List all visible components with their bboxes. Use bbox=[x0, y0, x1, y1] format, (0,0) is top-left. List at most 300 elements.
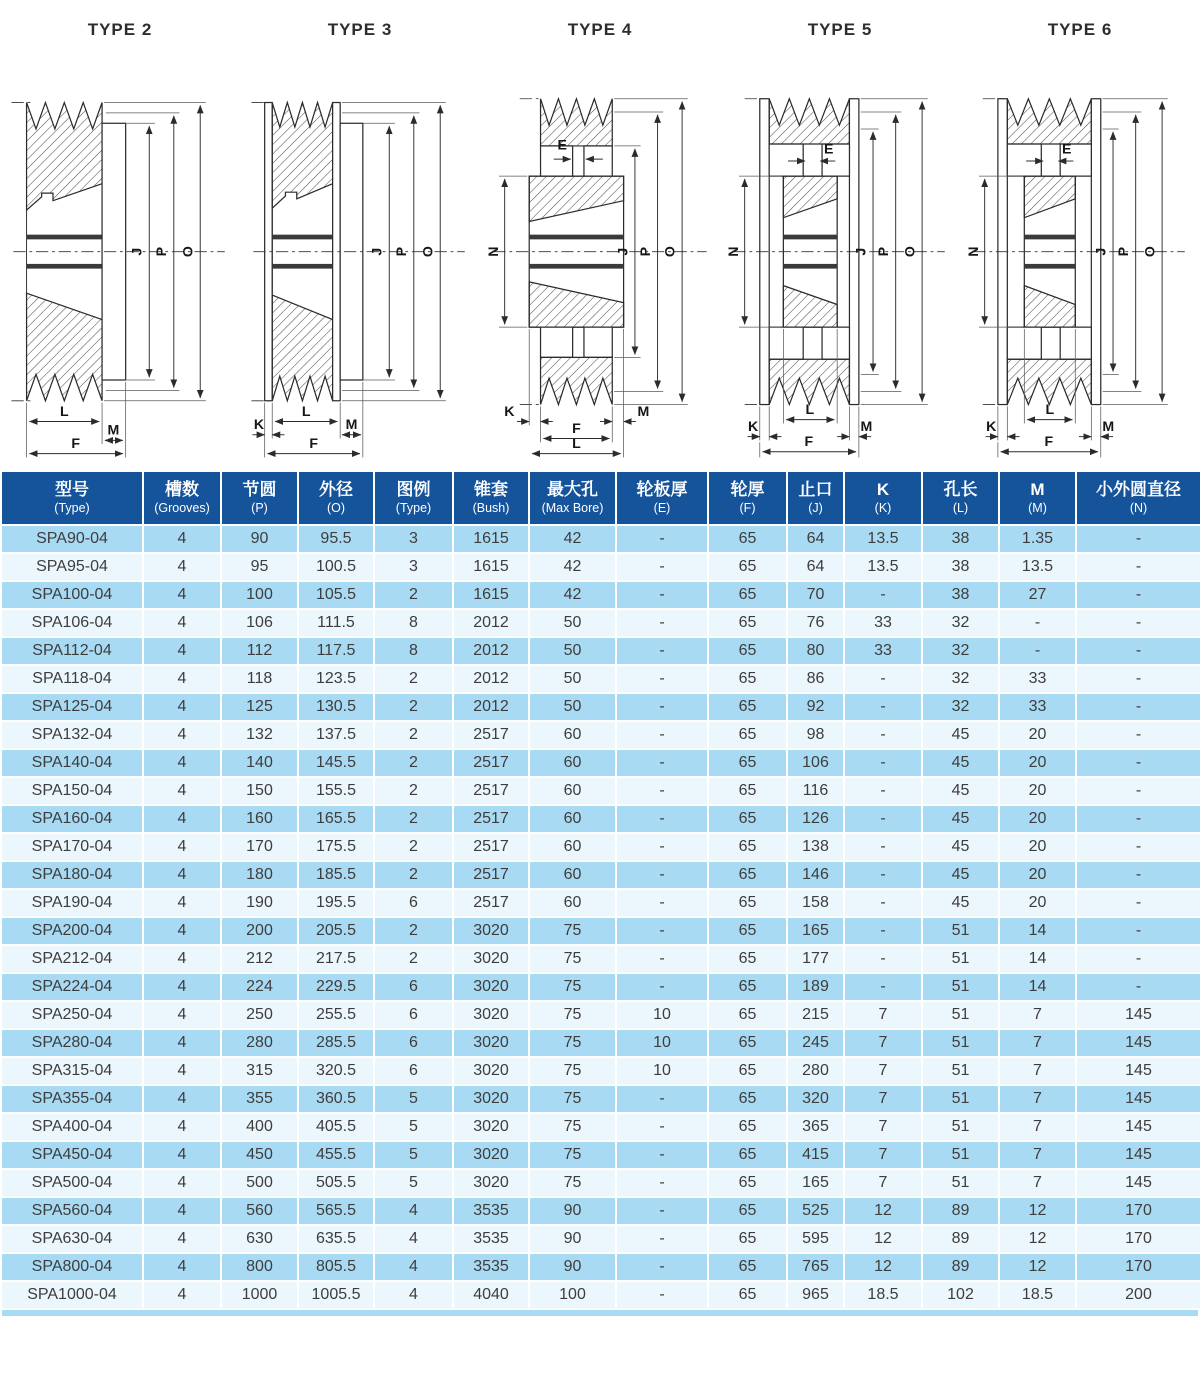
table-cell: 189 bbox=[787, 973, 844, 1001]
dim-label-p: P bbox=[1115, 246, 1132, 257]
table-cell: 4 bbox=[143, 917, 221, 945]
table-cell: - bbox=[1076, 721, 1200, 749]
table-cell: 65 bbox=[708, 1197, 787, 1225]
table-cell: 4 bbox=[143, 833, 221, 861]
table-cell: 42 bbox=[529, 581, 616, 609]
table-cell: 3535 bbox=[453, 1225, 529, 1253]
table-cell: 65 bbox=[708, 805, 787, 833]
table-cell: 89 bbox=[922, 1225, 999, 1253]
table-cell: - bbox=[616, 917, 708, 945]
table-cell: 65 bbox=[708, 889, 787, 917]
table-cell: SPA450-04 bbox=[1, 1141, 143, 1169]
dim-label-m: M bbox=[107, 421, 120, 438]
table-cell: 150 bbox=[221, 777, 298, 805]
table-cell: 4 bbox=[143, 1197, 221, 1225]
table-cell: 2 bbox=[374, 945, 453, 973]
table-cell: - bbox=[844, 861, 922, 889]
table-cell: SPA630-04 bbox=[1, 1225, 143, 1253]
table-cell: 90 bbox=[529, 1225, 616, 1253]
drawings-strip bbox=[0, 0, 1200, 468]
dim-label-o: O bbox=[1141, 246, 1158, 258]
table-row bbox=[1, 945, 1200, 973]
table-cell: 51 bbox=[922, 945, 999, 973]
table-row bbox=[1, 1225, 1200, 1253]
table-header-row bbox=[1, 471, 1200, 525]
table-cell: - bbox=[616, 665, 708, 693]
table-cell: 145 bbox=[1076, 1113, 1200, 1141]
table-row bbox=[1, 1141, 1200, 1169]
table-cell: 224 bbox=[221, 973, 298, 1001]
table-cell: 12 bbox=[999, 1253, 1076, 1281]
table-cell: - bbox=[844, 917, 922, 945]
table-cell: 92 bbox=[787, 693, 844, 721]
table-cell: 2012 bbox=[453, 637, 529, 665]
table-cell: 51 bbox=[922, 1169, 999, 1197]
dim-label-n: N bbox=[725, 246, 742, 257]
column-header: 外径 (O) bbox=[298, 471, 374, 525]
drawing-type2 bbox=[0, 12, 240, 468]
table-cell: 2 bbox=[374, 917, 453, 945]
table-cell: 14 bbox=[999, 917, 1076, 945]
dim-label-e: E bbox=[1062, 140, 1072, 157]
table-row bbox=[1, 1085, 1200, 1113]
table-cell: 195.5 bbox=[298, 889, 374, 917]
table-cell: 125 bbox=[221, 693, 298, 721]
drawing-title: TYPE 2 bbox=[87, 20, 153, 39]
table-cell: - bbox=[616, 1113, 708, 1141]
dim-label-j: J bbox=[614, 247, 631, 256]
column-header: K (K) bbox=[844, 471, 922, 525]
table-cell: 190 bbox=[221, 889, 298, 917]
table-cell: 3020 bbox=[453, 1029, 529, 1057]
table-cell: 4 bbox=[143, 525, 221, 553]
table-cell: 4 bbox=[143, 721, 221, 749]
table-cell: 1005.5 bbox=[298, 1281, 374, 1309]
drawing-title: TYPE 4 bbox=[567, 20, 633, 39]
dim-label-f: F bbox=[1044, 433, 1054, 450]
table-cell: SPA180-04 bbox=[1, 861, 143, 889]
table-cell: - bbox=[616, 721, 708, 749]
table-cell: 4 bbox=[143, 609, 221, 637]
table-cell: 155.5 bbox=[298, 777, 374, 805]
table-cell: 65 bbox=[708, 1281, 787, 1309]
table-body bbox=[1, 525, 1200, 1309]
column-header: 轮板厚 (E) bbox=[616, 471, 708, 525]
table-cell: - bbox=[616, 553, 708, 581]
table-cell: 6 bbox=[374, 1057, 453, 1085]
table-cell: 200 bbox=[1076, 1281, 1200, 1309]
table-cell: - bbox=[616, 749, 708, 777]
table-cell: 145 bbox=[1076, 1001, 1200, 1029]
table-cell: 12 bbox=[844, 1253, 922, 1281]
spec-table bbox=[0, 470, 1200, 1310]
table-cell: 20 bbox=[999, 749, 1076, 777]
table-cell: 60 bbox=[529, 889, 616, 917]
column-header: 孔长 (L) bbox=[922, 471, 999, 525]
table-cell: SPA250-04 bbox=[1, 1001, 143, 1029]
table-cell: 32 bbox=[922, 665, 999, 693]
table-cell: 45 bbox=[922, 889, 999, 917]
table-cell: 320.5 bbox=[298, 1057, 374, 1085]
table-cell: 50 bbox=[529, 693, 616, 721]
table-cell: 4 bbox=[143, 665, 221, 693]
table-cell: 50 bbox=[529, 637, 616, 665]
dim-label-f: F bbox=[804, 433, 814, 450]
table-cell: - bbox=[844, 945, 922, 973]
dim-label-k: K bbox=[748, 417, 759, 434]
table-cell: 315 bbox=[221, 1057, 298, 1085]
table-cell: - bbox=[999, 637, 1076, 665]
table-cell: 8 bbox=[374, 637, 453, 665]
table-cell: 60 bbox=[529, 777, 616, 805]
table-cell: 2 bbox=[374, 721, 453, 749]
table-cell: 65 bbox=[708, 1253, 787, 1281]
table-cell: 75 bbox=[529, 1169, 616, 1197]
dim-label-n: N bbox=[485, 246, 502, 257]
table-cell: - bbox=[844, 973, 922, 1001]
table-row bbox=[1, 1253, 1200, 1281]
table-cell: 6 bbox=[374, 1029, 453, 1057]
table-cell: 13.5 bbox=[844, 553, 922, 581]
column-header: 槽数 (Grooves) bbox=[143, 471, 221, 525]
table-cell: 14 bbox=[999, 973, 1076, 1001]
table-cell: 3020 bbox=[453, 1113, 529, 1141]
table-cell: SPA140-04 bbox=[1, 749, 143, 777]
table-cell: 38 bbox=[922, 525, 999, 553]
dim-label-l: L bbox=[805, 400, 815, 417]
type5-pulley-diagram bbox=[725, 44, 955, 464]
dim-label-j: J bbox=[852, 247, 869, 256]
table-row bbox=[1, 693, 1200, 721]
table-cell: 145 bbox=[1076, 1029, 1200, 1057]
table-row bbox=[1, 1057, 1200, 1085]
table-cell: SPA560-04 bbox=[1, 1197, 143, 1225]
dim-label-n: N bbox=[965, 246, 982, 257]
table-cell: SPA280-04 bbox=[1, 1029, 143, 1057]
table-cell: 65 bbox=[708, 553, 787, 581]
table-cell: 4 bbox=[143, 1057, 221, 1085]
table-cell: 4 bbox=[374, 1225, 453, 1253]
table-row bbox=[1, 1197, 1200, 1225]
table-cell: 250 bbox=[221, 1001, 298, 1029]
table-cell: SPA95-04 bbox=[1, 553, 143, 581]
table-cell: 130.5 bbox=[298, 693, 374, 721]
table-cell: 50 bbox=[529, 665, 616, 693]
table-cell: SPA132-04 bbox=[1, 721, 143, 749]
table-cell: SPA200-04 bbox=[1, 917, 143, 945]
table-cell: 65 bbox=[708, 917, 787, 945]
table-cell: 3535 bbox=[453, 1253, 529, 1281]
table-cell: 4 bbox=[143, 889, 221, 917]
table-cell: 4 bbox=[143, 805, 221, 833]
column-header: 小外圆直径 (N) bbox=[1076, 471, 1200, 525]
table-cell: 4 bbox=[143, 1141, 221, 1169]
table-cell: 145.5 bbox=[298, 749, 374, 777]
table-cell: 3020 bbox=[453, 1141, 529, 1169]
drawing-title: TYPE 5 bbox=[807, 20, 873, 39]
type3-pulley-diagram bbox=[245, 44, 475, 464]
dim-label-o: O bbox=[419, 246, 436, 258]
table-cell: 6 bbox=[374, 1001, 453, 1029]
table-cell: - bbox=[616, 973, 708, 1001]
table-cell: 18.5 bbox=[844, 1281, 922, 1309]
table-cell: 2 bbox=[374, 581, 453, 609]
table-cell: 3 bbox=[374, 553, 453, 581]
dim-label-f: F bbox=[71, 434, 80, 451]
dim-label-j: J bbox=[1092, 247, 1109, 256]
table-cell: 65 bbox=[708, 1085, 787, 1113]
table-cell: 7 bbox=[999, 1141, 1076, 1169]
dim-label-e: E bbox=[823, 140, 834, 157]
table-cell: 4 bbox=[374, 1281, 453, 1309]
table-cell: 6 bbox=[374, 973, 453, 1001]
table-cell: 18.5 bbox=[999, 1281, 1076, 1309]
table-cell: 5 bbox=[374, 1085, 453, 1113]
table-cell: 2 bbox=[374, 861, 453, 889]
table-cell: 145 bbox=[1076, 1085, 1200, 1113]
drawing-type4 bbox=[480, 12, 720, 468]
table-row bbox=[1, 777, 1200, 805]
table-cell: 75 bbox=[529, 1057, 616, 1085]
drawing-type5 bbox=[720, 12, 960, 468]
table-cell: 2 bbox=[374, 777, 453, 805]
table-cell: 65 bbox=[708, 637, 787, 665]
table-cell: - bbox=[1076, 805, 1200, 833]
table-cell: 4 bbox=[143, 861, 221, 889]
table-cell: 1615 bbox=[453, 581, 529, 609]
table-cell: SPA190-04 bbox=[1, 889, 143, 917]
table-cell: 5 bbox=[374, 1113, 453, 1141]
table-cell: 51 bbox=[922, 917, 999, 945]
table-cell: 500 bbox=[221, 1169, 298, 1197]
table-cell: 65 bbox=[708, 1113, 787, 1141]
table-row bbox=[1, 525, 1200, 553]
table-cell: 280 bbox=[221, 1029, 298, 1057]
table-cell: 45 bbox=[922, 833, 999, 861]
table-cell: 100.5 bbox=[298, 553, 374, 581]
table-cell: 7 bbox=[844, 1141, 922, 1169]
table-cell: 2517 bbox=[453, 861, 529, 889]
table-cell: 4 bbox=[143, 777, 221, 805]
table-cell: 185.5 bbox=[298, 861, 374, 889]
table-cell: 255.5 bbox=[298, 1001, 374, 1029]
table-cell: 75 bbox=[529, 1113, 616, 1141]
table-cell: 51 bbox=[922, 1001, 999, 1029]
table-cell: 2517 bbox=[453, 777, 529, 805]
table-cell: 95.5 bbox=[298, 525, 374, 553]
table-cell: 320 bbox=[787, 1085, 844, 1113]
table-cell: 76 bbox=[787, 609, 844, 637]
table-cell: - bbox=[1076, 609, 1200, 637]
table-cell: 20 bbox=[999, 833, 1076, 861]
table-cell: 4 bbox=[143, 1253, 221, 1281]
table-cell: - bbox=[616, 637, 708, 665]
table-cell: - bbox=[1076, 637, 1200, 665]
table-cell: 3 bbox=[374, 525, 453, 553]
table-cell: 12 bbox=[844, 1225, 922, 1253]
table-cell: 170 bbox=[221, 833, 298, 861]
table-cell: 90 bbox=[221, 525, 298, 553]
table-cell: - bbox=[616, 1225, 708, 1253]
table-cell: SPA355-04 bbox=[1, 1085, 143, 1113]
table-cell: - bbox=[1076, 889, 1200, 917]
table-row bbox=[1, 749, 1200, 777]
table-cell: 4 bbox=[143, 693, 221, 721]
table-cell: 65 bbox=[708, 945, 787, 973]
table-cell: 4 bbox=[143, 1169, 221, 1197]
table-cell: 65 bbox=[708, 665, 787, 693]
table-cell: - bbox=[616, 945, 708, 973]
table-cell: 1615 bbox=[453, 525, 529, 553]
table-cell: - bbox=[616, 1281, 708, 1309]
table-cell: 7 bbox=[999, 1169, 1076, 1197]
table-cell: - bbox=[1076, 945, 1200, 973]
table-cell: SPA315-04 bbox=[1, 1057, 143, 1085]
column-header: 止口 (J) bbox=[787, 471, 844, 525]
table-cell: 180 bbox=[221, 861, 298, 889]
table-cell: 102 bbox=[922, 1281, 999, 1309]
table-cell: 42 bbox=[529, 525, 616, 553]
table-cell: 38 bbox=[922, 553, 999, 581]
table-row bbox=[1, 553, 1200, 581]
table-cell: 205.5 bbox=[298, 917, 374, 945]
table-cell: SPA212-04 bbox=[1, 945, 143, 973]
table-cell: 60 bbox=[529, 721, 616, 749]
dim-label-k: K bbox=[986, 417, 997, 434]
table-cell: 10 bbox=[616, 1001, 708, 1029]
table-cell: - bbox=[1076, 749, 1200, 777]
column-header: 节圆 (P) bbox=[221, 471, 298, 525]
table-cell: 33 bbox=[999, 665, 1076, 693]
type6-pulley-diagram bbox=[965, 44, 1195, 464]
table-cell: 455.5 bbox=[298, 1141, 374, 1169]
table-cell: 2012 bbox=[453, 609, 529, 637]
table-cell: 89 bbox=[922, 1253, 999, 1281]
table-row bbox=[1, 917, 1200, 945]
table-cell: 12 bbox=[999, 1197, 1076, 1225]
table-row bbox=[1, 973, 1200, 1001]
table-cell: 50 bbox=[529, 609, 616, 637]
table-cell: 51 bbox=[922, 1141, 999, 1169]
table-cell: 170 bbox=[1076, 1197, 1200, 1225]
dim-label-m: M bbox=[860, 417, 873, 434]
table-cell: 2012 bbox=[453, 665, 529, 693]
table-cell: 20 bbox=[999, 889, 1076, 917]
table-cell: - bbox=[844, 833, 922, 861]
table-cell: 116 bbox=[787, 777, 844, 805]
table-cell: - bbox=[616, 581, 708, 609]
table-cell: 65 bbox=[708, 1141, 787, 1169]
table-cell: 2012 bbox=[453, 693, 529, 721]
table-cell: 7 bbox=[844, 1057, 922, 1085]
table-cell: SPA1000-04 bbox=[1, 1281, 143, 1309]
table-cell: SPA106-04 bbox=[1, 609, 143, 637]
table-cell: 7 bbox=[844, 1113, 922, 1141]
table-row bbox=[1, 721, 1200, 749]
table-row bbox=[1, 581, 1200, 609]
table-cell: 65 bbox=[708, 777, 787, 805]
dim-label-m: M bbox=[1102, 417, 1115, 434]
table-cell: 200 bbox=[221, 917, 298, 945]
table-cell: 86 bbox=[787, 665, 844, 693]
table-cell: 175.5 bbox=[298, 833, 374, 861]
table-cell: 137.5 bbox=[298, 721, 374, 749]
table-cell: - bbox=[616, 1253, 708, 1281]
table-cell: 70 bbox=[787, 581, 844, 609]
column-header: 图例 (Type) bbox=[374, 471, 453, 525]
table-cell: 132 bbox=[221, 721, 298, 749]
table-cell: 65 bbox=[708, 721, 787, 749]
table-cell: - bbox=[844, 805, 922, 833]
table-cell: 800 bbox=[221, 1253, 298, 1281]
table-cell: 75 bbox=[529, 973, 616, 1001]
table-cell: 965 bbox=[787, 1281, 844, 1309]
table-cell: 3020 bbox=[453, 1057, 529, 1085]
column-header: 锥套 (Bush) bbox=[453, 471, 529, 525]
dim-label-k: K bbox=[504, 402, 515, 419]
table-cell: 229.5 bbox=[298, 973, 374, 1001]
table-cell: 7 bbox=[844, 1001, 922, 1029]
table-cell: 4 bbox=[143, 749, 221, 777]
table-cell: 51 bbox=[922, 1057, 999, 1085]
table-cell: 20 bbox=[999, 721, 1076, 749]
table-cell: 165 bbox=[787, 917, 844, 945]
table-cell: 2517 bbox=[453, 805, 529, 833]
dim-label-p: P bbox=[875, 246, 892, 257]
table-cell: 64 bbox=[787, 553, 844, 581]
table-cell: 65 bbox=[708, 1001, 787, 1029]
table-cell: 45 bbox=[922, 805, 999, 833]
table-cell: 165 bbox=[787, 1169, 844, 1197]
table-cell: 51 bbox=[922, 1029, 999, 1057]
table-cell: 75 bbox=[529, 1085, 616, 1113]
table-cell: 20 bbox=[999, 805, 1076, 833]
table-cell: - bbox=[844, 889, 922, 917]
table-cell: 805.5 bbox=[298, 1253, 374, 1281]
table-cell: - bbox=[616, 889, 708, 917]
table-cell: 212 bbox=[221, 945, 298, 973]
table-cell: 4 bbox=[374, 1197, 453, 1225]
dim-label-j: J bbox=[128, 247, 145, 256]
table-cell: 3020 bbox=[453, 1001, 529, 1029]
table-cell: 2517 bbox=[453, 749, 529, 777]
table-cell: 158 bbox=[787, 889, 844, 917]
table-cell: 8 bbox=[374, 609, 453, 637]
table-cell: 45 bbox=[922, 777, 999, 805]
table-cell: 95 bbox=[221, 553, 298, 581]
dim-label-f: F bbox=[309, 434, 319, 451]
table-row bbox=[1, 665, 1200, 693]
table-cell: 1615 bbox=[453, 553, 529, 581]
table-cell: 60 bbox=[529, 861, 616, 889]
table-cell: 765 bbox=[787, 1253, 844, 1281]
dim-label-l: L bbox=[59, 402, 69, 419]
table-cell: - bbox=[844, 777, 922, 805]
table-cell: 51 bbox=[922, 1085, 999, 1113]
table-cell: SPA118-04 bbox=[1, 665, 143, 693]
table-cell: - bbox=[616, 1197, 708, 1225]
table-cell: 100 bbox=[221, 581, 298, 609]
table-cell: 65 bbox=[708, 833, 787, 861]
table-cell: - bbox=[844, 665, 922, 693]
dim-label-l: L bbox=[1045, 400, 1055, 417]
table-cell: 51 bbox=[922, 973, 999, 1001]
table-cell: 65 bbox=[708, 1225, 787, 1253]
table-cell: 33 bbox=[844, 609, 922, 637]
table-cell: - bbox=[844, 581, 922, 609]
table-cell: 65 bbox=[708, 609, 787, 637]
dim-label-p: P bbox=[637, 246, 654, 257]
